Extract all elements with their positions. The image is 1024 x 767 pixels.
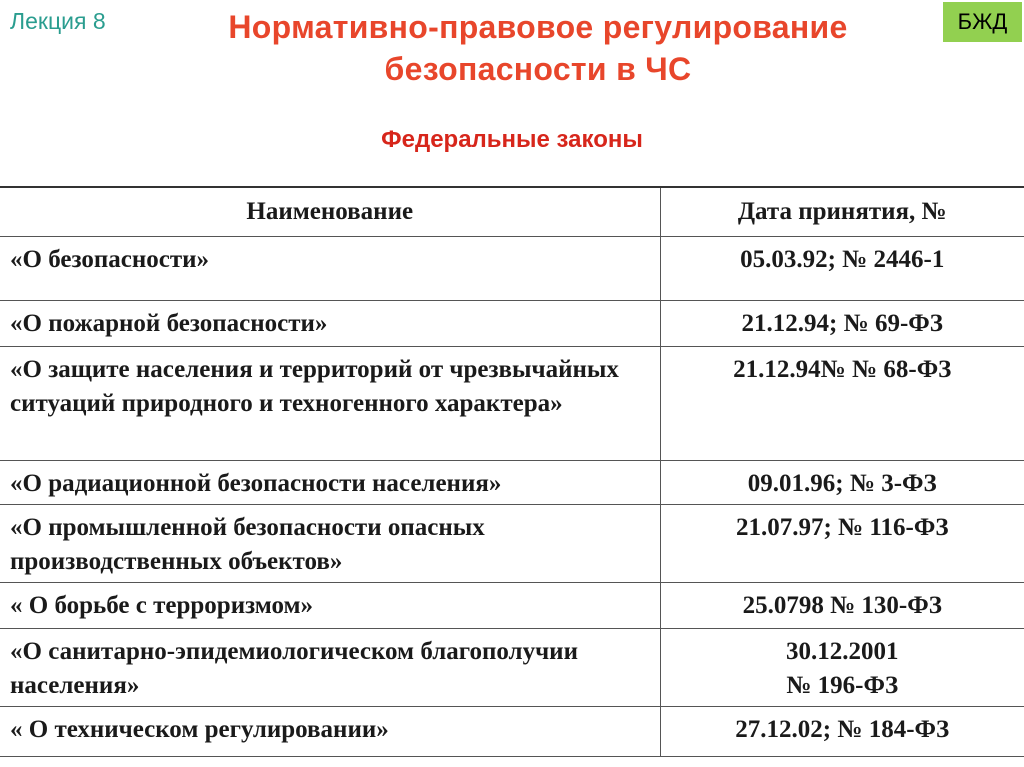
table-row — [0, 237, 1024, 301]
page-title — [150, 6, 926, 90]
title-line-2: безопасности в ЧС — [384, 51, 692, 87]
law-date — [660, 237, 1024, 301]
law-name: «О пожарной безопасности» — [0, 301, 660, 347]
law-name: «О санитарно-эпидемиологическом благополучии населения» — [0, 629, 660, 707]
law-date — [660, 505, 1024, 583]
law-date — [660, 707, 1024, 757]
law-date-line: 30.12.2001 — [786, 638, 899, 665]
table-row — [0, 347, 1024, 461]
table-row — [0, 583, 1024, 629]
law-name: « О борьбе с терроризмом» — [0, 583, 660, 629]
law-date — [660, 301, 1024, 347]
law-name: «О безопасности» — [0, 237, 660, 301]
subject-badge: БЖД — [943, 2, 1022, 42]
table-row — [0, 707, 1024, 757]
law-date-line: 21.12.94№ № 68-ФЗ — [733, 356, 952, 383]
law-date — [660, 461, 1024, 505]
column-header-date: Дата принятия, № — [660, 187, 1024, 237]
law-date-line: 21.12.94; № 69-ФЗ — [741, 310, 943, 337]
table-row — [0, 461, 1024, 505]
section-subtitle: Федеральные законы — [381, 126, 643, 153]
law-date — [660, 629, 1024, 707]
law-date — [660, 583, 1024, 629]
title-line-1: Нормативно-правовое регулирование — [228, 9, 848, 45]
law-date-line: 09.01.96; № 3-ФЗ — [747, 470, 937, 497]
law-name: « О техническом регулировании» — [0, 707, 660, 757]
column-header-name: Наименование — [0, 187, 660, 237]
table-row — [0, 629, 1024, 707]
law-date-line: 27.12.02; № 184-ФЗ — [735, 716, 950, 743]
law-name: «О промышленной безопасности опасных производственных объектов» — [0, 505, 660, 583]
table-row — [0, 505, 1024, 583]
table-header-row — [0, 187, 1024, 237]
law-date-line: 21.07.97; № 116-ФЗ — [735, 514, 949, 541]
law-name: «О радиационной безопасности населения» — [0, 461, 660, 505]
law-date — [660, 347, 1024, 461]
law-date-line: 05.03.92; № 2446-1 — [740, 246, 945, 273]
lecture-number: Лекция 8 — [10, 8, 106, 34]
law-name: «О защите населения и территорий от чрезвычайных ситуаций природного и техногенного характера» — [0, 347, 660, 461]
laws-table — [0, 186, 1024, 757]
table-row — [0, 301, 1024, 347]
law-number-line: № 196-ФЗ — [786, 672, 899, 699]
law-date-line: 25.0798 № 130-ФЗ — [742, 592, 942, 619]
